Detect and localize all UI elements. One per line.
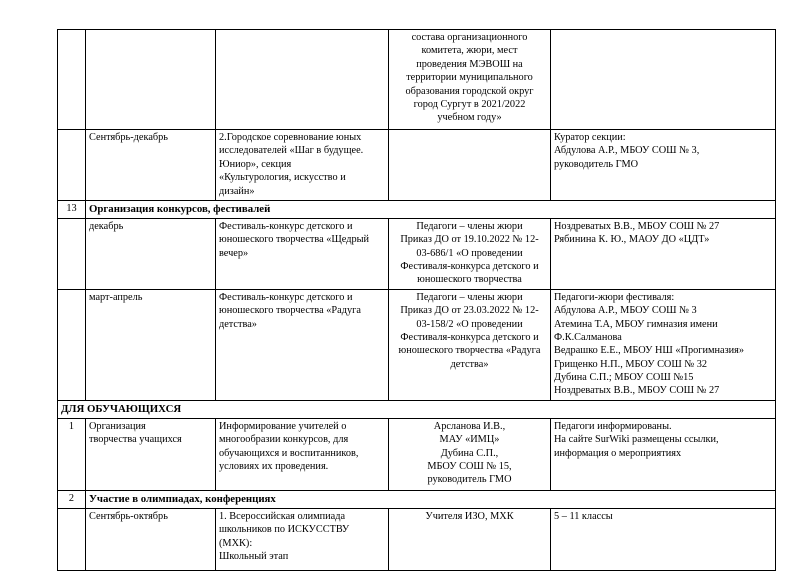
cell-num: 1 <box>58 418 86 490</box>
cell-result <box>551 30 776 130</box>
cell-period: Организация творчества учащихся <box>86 418 216 490</box>
cell-basis: Учителя ИЗО, МХК <box>389 508 551 570</box>
cell-period: март-апрель <box>86 289 216 400</box>
section-title: Организация конкурсов, фестивалей <box>86 200 776 218</box>
table-row-section <box>58 200 776 218</box>
cell-num <box>58 218 86 289</box>
cell-result: Куратор секции: Абдулова А.Р., МБОУ СОШ № 3, руководитель ГМО <box>551 130 776 201</box>
cell-num: 2 <box>58 490 86 508</box>
cell-event <box>216 30 389 130</box>
cell-num: 13 <box>58 200 86 218</box>
cell-basis <box>389 130 551 201</box>
cell-basis: Арсланова И.В., МАУ «ИМЦ» Дубина С.П., МБОУ СОШ № 15, руководитель ГМО <box>389 418 551 490</box>
table-row <box>58 418 776 490</box>
table-row <box>58 130 776 201</box>
cell-num <box>58 508 86 570</box>
cell-period: Сентябрь-октябрь <box>86 508 216 570</box>
cell-num <box>58 289 86 400</box>
banner-title: ДЛЯ ОБУЧАЮЩИХСЯ <box>58 400 776 418</box>
cell-period <box>86 30 216 130</box>
cell-basis: Педагоги – члены жюри Приказ ДО от 19.10.2022 № 12- 03-686/1 «О проведении Фестиваля-конкурса детского и юношеского творчества <box>389 218 551 289</box>
table-row-section <box>58 490 776 508</box>
table-row <box>58 508 776 570</box>
table-row <box>58 218 776 289</box>
cell-event: Фестиваль-конкурс детского и юношеского творчества «Радуга детства» <box>216 289 389 400</box>
cell-event: 1. Всероссийская олимпиада школьников по ИСКУССТВУ (МХК): Школьный этап <box>216 508 389 570</box>
cell-period: декабрь <box>86 218 216 289</box>
table-row <box>58 289 776 400</box>
table-row-banner <box>58 400 776 418</box>
schedule-table <box>57 29 776 571</box>
cell-period: Сентябрь-декабрь <box>86 130 216 201</box>
table-body <box>58 30 776 571</box>
cell-result: Педагоги-жюри фестиваля: Абдулова А.Р., МБОУ СОШ № 3 Атемина Т.А, МБОУ гимназия имени Ф.К.Салманова Ведрашко Е.Е., МБОУ НШ «Прогимназия» Грищенко Н.П., МБОУ СОШ № 32 Дубина С.П.; МБОУ СОШ №15 Ноздреватых В.В., МБОУ СОШ № 27 <box>551 289 776 400</box>
cell-num <box>58 30 86 130</box>
cell-result: 5 – 11 классы <box>551 508 776 570</box>
table-row <box>58 30 776 130</box>
cell-basis: состава организационного комитета, жюри, мест проведения МЭВОШ на территории муниципального образования городской округ город Сургут в 2021/2022 учебном году» <box>389 30 551 130</box>
cell-event: Фестиваль-конкурс детского и юношеского творчества «Щедрый вечер» <box>216 218 389 289</box>
cell-event: 2.Городское соревнование юных исследователей «Шаг в будущее. Юниор», секция «Культурология, искусство и дизайн» <box>216 130 389 201</box>
cell-result: Ноздреватых В.В., МБОУ СОШ № 27 Рябинина К. Ю., МАОУ ДО «ЦДТ» <box>551 218 776 289</box>
cell-num <box>58 130 86 201</box>
cell-event: Информирование учителей о многообразии конкурсов, для обучающихся и воспитанников, условиях их проведения. <box>216 418 389 490</box>
cell-result: Педагоги информированы. На сайте SurWiki размещены ссылки, информация о мероприятиях <box>551 418 776 490</box>
section-title: Участие в олимпиадах, конференциях <box>86 490 776 508</box>
cell-basis: Педагоги – члены жюри Приказ ДО от 23.03.2022 № 12- 03-158/2 «О проведении Фестиваля-конкурса детского и юношеского творчества «Радуга детства» <box>389 289 551 400</box>
